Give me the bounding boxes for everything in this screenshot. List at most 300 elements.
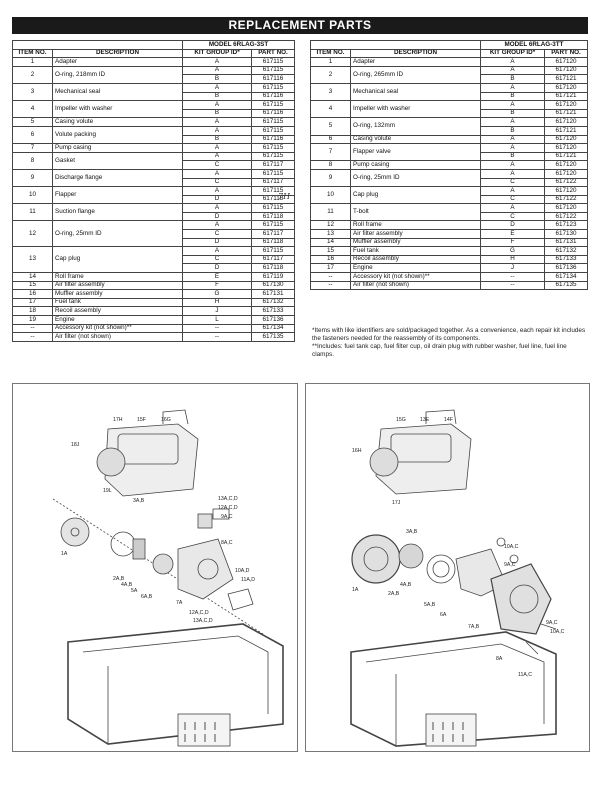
callout: 10A,D <box>235 568 250 574</box>
kit-group-cell: F <box>183 281 252 290</box>
callout: 16G <box>161 417 171 423</box>
part-no-cell: 617119 <box>252 273 295 282</box>
kit-group-cell: D <box>183 212 252 221</box>
kit-group-cell: B <box>183 135 252 144</box>
table-row <box>13 290 295 299</box>
description-cell: Mechanical seal <box>351 83 481 100</box>
kit-group-cell: A <box>481 187 545 196</box>
part-no-cell: 617115 <box>252 101 295 110</box>
part-no-cell: 617122 <box>545 195 588 204</box>
table-row <box>13 83 295 92</box>
part-no-cell: 617120 <box>545 204 588 213</box>
kit-group-cell: A <box>481 83 545 92</box>
description-cell: Fuel tank <box>53 298 183 307</box>
item-no-cell: 8 <box>13 152 53 169</box>
callout: 12A,C,D <box>189 610 209 616</box>
part-no-cell: 617118 <box>252 264 295 273</box>
table-row <box>13 58 295 67</box>
part-no-cell: 617121 <box>545 152 588 161</box>
item-no-cell: 15 <box>13 281 53 290</box>
kit-group-cell: B <box>183 92 252 101</box>
item-no-cell: 18 <box>13 307 53 316</box>
table-row <box>13 169 295 178</box>
description-cell: Mechanical seal <box>53 83 183 100</box>
description-cell: Cap plug <box>53 247 183 273</box>
item-no-cell: 4 <box>311 101 351 118</box>
part-no-cell: 617118 <box>252 212 295 221</box>
callout: 13A,C,D <box>218 496 238 502</box>
description-cell: Recoil assembly <box>53 307 183 316</box>
item-no-cell: 11 <box>13 204 53 221</box>
table-row <box>311 187 588 196</box>
description-cell: Discharge flange <box>53 169 183 186</box>
part-no-cell: 617116 <box>252 92 295 101</box>
kit-group-cell: B <box>481 152 545 161</box>
description-cell: Roll frame <box>53 273 183 282</box>
item-no-cell: 14 <box>311 238 351 247</box>
kit-group-cell: A <box>183 66 252 75</box>
table-row <box>311 255 588 264</box>
parts-table-6rlag-3st <box>12 40 295 342</box>
table-row <box>13 247 295 256</box>
part-no-cell: 617115 <box>252 126 295 135</box>
table-row <box>311 101 588 110</box>
description-cell: Air filter (not shown) <box>351 281 481 290</box>
callout: 7A <box>176 600 183 606</box>
kit-group-cell: C <box>183 230 252 239</box>
table-row <box>13 307 295 316</box>
callout: 15F <box>137 417 146 423</box>
part-no-cell: 617136 <box>252 316 295 325</box>
table-row <box>13 221 295 230</box>
kit-group-cell: B <box>183 109 252 118</box>
table-row <box>13 324 295 333</box>
item-no-cell: 7 <box>311 144 351 161</box>
table-row <box>13 101 295 110</box>
callout: 16H <box>352 448 362 454</box>
kit-group-cell: -- <box>481 281 545 290</box>
callout: 5A <box>131 588 138 594</box>
part-no-cell: 617131 <box>545 238 588 247</box>
item-no-cell: -- <box>13 333 53 342</box>
item-no-cell: 12 <box>13 221 53 247</box>
item-no-cell: 3 <box>311 83 351 100</box>
callout: 14F <box>444 417 453 423</box>
item-no-cell: 2 <box>311 66 351 83</box>
part-no-cell: 617121 <box>545 92 588 101</box>
part-no-cell: 617117 <box>252 161 295 170</box>
kit-group-cell: A <box>481 161 545 170</box>
part-no-cell: 617122 <box>545 178 588 187</box>
kit-group-cell: G <box>183 290 252 299</box>
item-no-cell: 9 <box>311 169 351 186</box>
footnote-kits: *Items with like identifiers are sold/packaged together. As a convenience, each repair kit includes the fasteners needed for the reassembly of its components. <box>312 327 586 342</box>
part-no-cell: 617132 <box>545 247 588 256</box>
part-no-cell: 617121 <box>545 126 588 135</box>
table-row <box>13 333 295 342</box>
item-no-cell: 13 <box>311 230 351 239</box>
part-no-cell: 617120 <box>545 58 588 67</box>
callout: 19L <box>103 488 112 494</box>
kit-group-cell: J <box>481 264 545 273</box>
callout: 8A <box>496 656 503 662</box>
table-row <box>311 247 588 256</box>
description-cell: Fuel tank <box>351 247 481 256</box>
item-no-cell: 17 <box>13 298 53 307</box>
kit-group-cell: A <box>481 135 545 144</box>
handwritten-note: 7H <box>278 192 291 201</box>
description-cell: T-bolt <box>351 204 481 221</box>
kit-group-cell: J <box>183 307 252 316</box>
callout: 5A,B <box>424 602 436 608</box>
kit-group-cell: A <box>481 58 545 67</box>
callout: 10A,C <box>550 629 565 635</box>
part-no-cell: 617116 <box>252 135 295 144</box>
part-no-cell: 617115 <box>252 118 295 127</box>
callout: 13E <box>420 417 430 423</box>
part-no-cell: 617116 <box>252 75 295 84</box>
part-no-cell: 617130 <box>252 281 295 290</box>
kit-group-cell: L <box>183 316 252 325</box>
part-no-cell: 617117 <box>252 255 295 264</box>
kit-group-cell: D <box>183 195 252 204</box>
description-header: DESCRIPTION <box>53 49 183 58</box>
kit-group-cell: C <box>481 178 545 187</box>
callout: 9A,C <box>504 562 516 568</box>
item-no-cell: 4 <box>13 101 53 118</box>
table-row <box>311 135 588 144</box>
description-cell: Accessory kit (not shown)** <box>53 324 183 333</box>
table-row <box>13 281 295 290</box>
description-cell: Adapter <box>53 58 183 67</box>
description-cell: Casing volute <box>53 118 183 127</box>
kit-group-cell: A <box>183 83 252 92</box>
part-no-cell: 617115 <box>252 187 295 196</box>
description-cell: Muffler assembly <box>53 290 183 299</box>
description-cell: Pump casing <box>53 144 183 153</box>
table-row <box>311 83 588 92</box>
item-no-cell: 1 <box>311 58 351 67</box>
part-no-cell: 617115 <box>252 66 295 75</box>
footnote-accessory: **Includes: fuel tank cap, fuel filter cup, oil drain plug with rubber washer, fuel line, fuel line clamps. <box>312 343 567 358</box>
part-no-cell: 617115 <box>252 169 295 178</box>
table-row <box>311 204 588 213</box>
kit-group-cell: A <box>183 126 252 135</box>
part-no-cell: 617121 <box>545 109 588 118</box>
callout: 9A,C <box>221 514 233 520</box>
part-no-cell: 617120 <box>545 144 588 153</box>
kit-group-cell: E <box>481 230 545 239</box>
callout: 11A,D <box>241 577 256 583</box>
description-cell: Air filter assembly <box>53 281 183 290</box>
callout: 9A,C <box>546 620 558 626</box>
description-cell: Cap plug <box>351 187 481 204</box>
item-no-header: ITEM NO. <box>13 49 53 58</box>
description-cell: O-ring, 265mm ID <box>351 66 481 83</box>
item-no-cell: 10 <box>311 187 351 204</box>
description-cell: Volute packing <box>53 126 183 143</box>
part-no-cell: 617122 <box>545 212 588 221</box>
kit-group-cell: A <box>481 169 545 178</box>
description-cell: Air filter assembly <box>351 230 481 239</box>
item-no-cell: 15 <box>311 247 351 256</box>
part-no-cell: 617115 <box>252 204 295 213</box>
model-header: MODEL 6RLAG-3TT <box>481 41 588 50</box>
description-cell: O-ring, 218mm ID <box>53 66 183 83</box>
part-no-cell: 617118 <box>252 195 295 204</box>
item-no-cell: -- <box>311 281 351 290</box>
part-no-cell: 617134 <box>252 324 295 333</box>
kit-group-cell: A <box>183 221 252 230</box>
table-row <box>13 66 295 75</box>
kit-group-cell: A <box>481 144 545 153</box>
item-no-cell: 11 <box>311 204 351 221</box>
table-row <box>311 144 588 153</box>
item-no-cell: 6 <box>13 126 53 143</box>
description-cell: Impeller with washer <box>53 101 183 118</box>
table-row <box>13 187 295 196</box>
callout: 3A,B <box>133 498 145 504</box>
kit-group-cell: F <box>481 238 545 247</box>
kit-group-cell: A <box>183 247 252 256</box>
item-no-cell: 13 <box>13 247 53 273</box>
description-cell: Accessory kit (not shown)** <box>351 273 481 282</box>
callout: 13A,C,D <box>193 618 213 624</box>
description-cell: Engine <box>351 264 481 273</box>
table-row <box>311 230 588 239</box>
model-header: MODEL 6RLAG-3ST <box>183 41 295 50</box>
table-row <box>13 144 295 153</box>
kit-group-cell: A <box>183 152 252 161</box>
kit-group-header: KIT GROUP ID* <box>481 49 545 58</box>
kit-group-cell: A <box>183 204 252 213</box>
table-row <box>311 161 588 170</box>
part-no-cell: 617116 <box>252 109 295 118</box>
part-no-cell: 617118 <box>252 238 295 247</box>
part-no-cell: 617120 <box>545 169 588 178</box>
part-no-cell: 617131 <box>252 290 295 299</box>
description-cell: Casing volute <box>351 135 481 144</box>
part-no-header: PART NO. <box>252 49 295 58</box>
kit-group-cell: D <box>481 221 545 230</box>
part-no-cell: 617120 <box>545 66 588 75</box>
kit-group-cell: B <box>481 126 545 135</box>
kit-group-cell: A <box>481 66 545 75</box>
kit-group-cell: A <box>183 58 252 67</box>
pump-3tt-drawing <box>306 384 589 751</box>
part-no-cell: 617133 <box>545 255 588 264</box>
item-no-header: ITEM NO. <box>311 49 351 58</box>
part-no-cell: 617117 <box>252 178 295 187</box>
table-row <box>311 281 588 290</box>
kit-group-header: KIT GROUP ID* <box>183 49 252 58</box>
part-no-header: PART NO. <box>545 49 588 58</box>
part-no-cell: 617115 <box>252 152 295 161</box>
kit-group-cell: G <box>481 247 545 256</box>
description-cell: Suction flange <box>53 204 183 221</box>
callout: 10A,C <box>504 544 519 550</box>
description-cell: Air filter (not shown) <box>53 333 183 342</box>
kit-group-cell: A <box>481 101 545 110</box>
callout: 4A,B <box>121 582 133 588</box>
kit-group-cell: C <box>481 195 545 204</box>
part-no-cell: 617120 <box>545 83 588 92</box>
description-cell: Flapper <box>53 187 183 204</box>
kit-group-cell: -- <box>183 333 252 342</box>
exploded-diagram-3tt <box>305 383 590 752</box>
part-no-cell: 617120 <box>545 135 588 144</box>
parts-table-6rlag-3tt <box>310 40 588 290</box>
kit-group-cell: A <box>183 144 252 153</box>
part-no-cell: 617123 <box>545 221 588 230</box>
item-no-cell: 9 <box>13 169 53 186</box>
footnotes <box>312 327 588 359</box>
item-no-cell: 6 <box>311 135 351 144</box>
kit-group-cell: B <box>481 75 545 84</box>
part-no-cell: 617117 <box>252 230 295 239</box>
description-cell: Flapper valve <box>351 144 481 161</box>
item-no-cell: 19 <box>13 316 53 325</box>
kit-group-cell: A <box>183 169 252 178</box>
part-no-cell: 617115 <box>252 144 295 153</box>
table-row <box>13 204 295 213</box>
kit-group-cell: B <box>481 109 545 118</box>
part-no-cell: 617120 <box>545 101 588 110</box>
kit-group-cell: D <box>183 238 252 247</box>
part-no-cell: 617115 <box>252 58 295 67</box>
table-row <box>311 118 588 127</box>
table-row <box>311 238 588 247</box>
table-row <box>13 152 295 161</box>
item-no-cell: 14 <box>13 273 53 282</box>
part-no-cell: 617115 <box>252 247 295 256</box>
kit-group-cell: A <box>481 118 545 127</box>
description-cell: O-ring, 132mm <box>351 118 481 135</box>
callout: 4A,B <box>400 582 412 588</box>
callout: 6A,B <box>141 594 153 600</box>
item-no-cell: -- <box>311 273 351 282</box>
description-cell: Muffler assembly <box>351 238 481 247</box>
item-no-cell: 7 <box>13 144 53 153</box>
table-blank-header <box>311 41 481 50</box>
kit-group-cell: -- <box>183 324 252 333</box>
callout: 7A,B <box>468 624 480 630</box>
exploded-diagram-3st <box>12 383 298 752</box>
kit-group-cell: B <box>183 75 252 84</box>
description-cell: O-ring, 25mm ID <box>53 221 183 247</box>
callout: 12A,C,D <box>218 505 238 511</box>
part-no-cell: 617115 <box>252 83 295 92</box>
part-no-cell: 617115 <box>252 221 295 230</box>
part-no-cell: 617120 <box>545 161 588 170</box>
item-no-cell: 5 <box>13 118 53 127</box>
callout: 18J <box>71 442 80 448</box>
callout: 11A,C <box>518 672 533 678</box>
pump-3st-drawing <box>13 384 297 751</box>
callout: 3A,B <box>406 529 418 535</box>
kit-group-cell: A <box>183 118 252 127</box>
kit-group-cell: C <box>481 212 545 221</box>
part-no-cell: 617135 <box>252 333 295 342</box>
table-row <box>311 169 588 178</box>
kit-group-cell: -- <box>481 273 545 282</box>
table-row <box>13 126 295 135</box>
kit-group-cell: H <box>183 298 252 307</box>
kit-group-cell: E <box>183 273 252 282</box>
kit-group-cell: B <box>481 92 545 101</box>
part-no-cell: 617136 <box>545 264 588 273</box>
callout: 1A <box>61 551 68 557</box>
part-no-cell: 617132 <box>252 298 295 307</box>
item-no-cell: 3 <box>13 83 53 100</box>
part-no-cell: 617120 <box>545 118 588 127</box>
kit-group-cell: D <box>183 264 252 273</box>
item-no-cell: 17 <box>311 264 351 273</box>
callout: 15G <box>396 417 406 423</box>
description-cell: Impeller with washer <box>351 101 481 118</box>
kit-group-cell: C <box>183 161 252 170</box>
table-blank-header <box>13 41 183 50</box>
item-no-cell: 12 <box>311 221 351 230</box>
table-row <box>13 298 295 307</box>
description-cell: Pump casing <box>351 161 481 170</box>
description-cell: Adapter <box>351 58 481 67</box>
kit-group-cell: A <box>183 101 252 110</box>
description-cell: Recoil assembly <box>351 255 481 264</box>
description-cell: O-ring, 25mm ID <box>351 169 481 186</box>
description-cell: Gasket <box>53 152 183 169</box>
callout: 17J <box>392 500 401 506</box>
kit-group-cell: H <box>481 255 545 264</box>
item-no-cell: 10 <box>13 187 53 204</box>
table-row <box>311 221 588 230</box>
part-no-cell: 617130 <box>545 230 588 239</box>
table-row <box>311 273 588 282</box>
part-no-cell: 617133 <box>252 307 295 316</box>
item-no-cell: 2 <box>13 66 53 83</box>
kit-group-cell: C <box>183 255 252 264</box>
description-header: DESCRIPTION <box>351 49 481 58</box>
part-no-cell: 617121 <box>545 75 588 84</box>
table-row <box>311 66 588 75</box>
kit-group-cell: C <box>183 178 252 187</box>
callout: 6A <box>440 612 447 618</box>
kit-group-cell: A <box>481 204 545 213</box>
description-cell: Engine <box>53 316 183 325</box>
item-no-cell: 1 <box>13 58 53 67</box>
item-no-cell: 5 <box>311 118 351 135</box>
callout: 8A,C <box>221 540 233 546</box>
kit-group-cell: A <box>183 187 252 196</box>
table-row <box>311 264 588 273</box>
table-row <box>311 58 588 67</box>
callout: 1A <box>352 587 359 593</box>
page-title: REPLACEMENT PARTS <box>12 17 588 34</box>
callout: 2A,B <box>388 591 400 597</box>
part-no-cell: 617135 <box>545 281 588 290</box>
description-cell: Roll frame <box>351 221 481 230</box>
part-no-cell: 617120 <box>545 187 588 196</box>
table-row <box>13 316 295 325</box>
table-row <box>13 118 295 127</box>
part-no-cell: 617134 <box>545 273 588 282</box>
callout: 2A,B <box>113 576 125 582</box>
callout: 17H <box>113 417 123 423</box>
table-row <box>13 273 295 282</box>
item-no-cell: 8 <box>311 161 351 170</box>
item-no-cell: 16 <box>311 255 351 264</box>
item-no-cell: 16 <box>13 290 53 299</box>
